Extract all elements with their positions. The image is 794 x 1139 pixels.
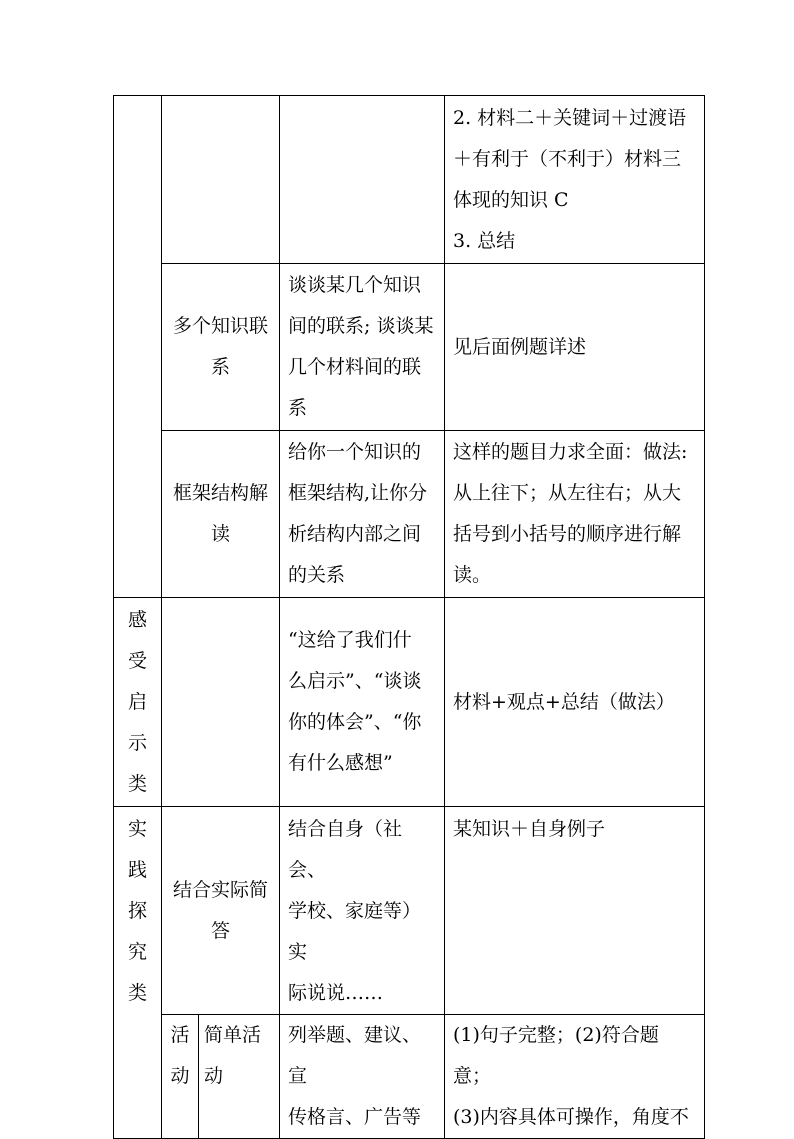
answer-text: 某知识＋自身例子 (453, 818, 606, 840)
answer-text: (1)句子完整；(2)符合题意； (3)内容具体可操作，角度不 (453, 1024, 689, 1128)
question-text: 列举题、建议、宣 传格言、广告等 (288, 1024, 422, 1128)
type-cell-empty (162, 598, 280, 807)
category-text: 实 践 探 究 类 (127, 818, 147, 1004)
answer-method-table (113, 95, 705, 1139)
subtype-cell (162, 1015, 199, 1139)
type-text: 结合实际简 答 (172, 878, 268, 942)
type-cell (162, 807, 280, 1015)
table-row (114, 807, 705, 1015)
subtype-text: 活 动 (170, 1024, 190, 1087)
table-row (114, 96, 705, 264)
question-cell (280, 1015, 445, 1139)
answer-text: 这样的题目力求全面：做法: 从上往下；从左往右；从大 括号到小括号的顺序进行解 读。 (453, 441, 688, 586)
answer-text: 材料+观点+总结（做法） (453, 690, 675, 713)
table-row (114, 598, 705, 807)
answer-cell (445, 807, 705, 1015)
table-row (114, 431, 705, 598)
question-text: 结合自身（社会、 学校、家庭等）实 际说说…… (288, 818, 422, 1004)
table-row (114, 1015, 705, 1139)
question-cell (280, 598, 445, 807)
answer-cell (445, 1015, 705, 1139)
question-cell (280, 264, 445, 431)
type-cell (162, 264, 280, 431)
subtype-detail-cell (199, 1015, 280, 1139)
answer-cell (445, 96, 705, 264)
subtype-detail-text: 简单活 动 (204, 1024, 262, 1087)
answer-cell (445, 598, 705, 807)
answer-cell (445, 431, 705, 598)
answer-cell (445, 264, 705, 431)
category-cell (114, 807, 162, 1139)
category-text: 感 受 启 示 类 (127, 608, 147, 795)
category-cell (114, 598, 162, 807)
question-text: 谈谈某几个知识 间的联系; 谈谈某 几个材料间的联 系 (288, 274, 434, 419)
question-cell-empty (280, 96, 445, 264)
question-text: “这给了我们什 么启示”、“谈谈 你的体会”、“你 有什么感想” (288, 629, 422, 774)
type-cell-empty (162, 96, 280, 264)
table-row (114, 264, 705, 431)
answer-text: 见后面例题详述 (453, 335, 587, 358)
type-text: 框架结构解 读 (172, 482, 268, 545)
category-cell-continued (114, 96, 162, 598)
question-cell (280, 431, 445, 598)
answer-text: 2. 材料二＋关键词＋过渡语 ＋有利于（不利于）材料三 体现的知识 C 3. 总结 (453, 107, 687, 252)
type-cell (162, 431, 280, 598)
type-text: 多个知识联 系 (172, 315, 268, 378)
question-text: 给你一个知识的 框架结构,让你分 析结构内部之间 的关系 (288, 441, 428, 586)
question-cell (280, 807, 445, 1015)
